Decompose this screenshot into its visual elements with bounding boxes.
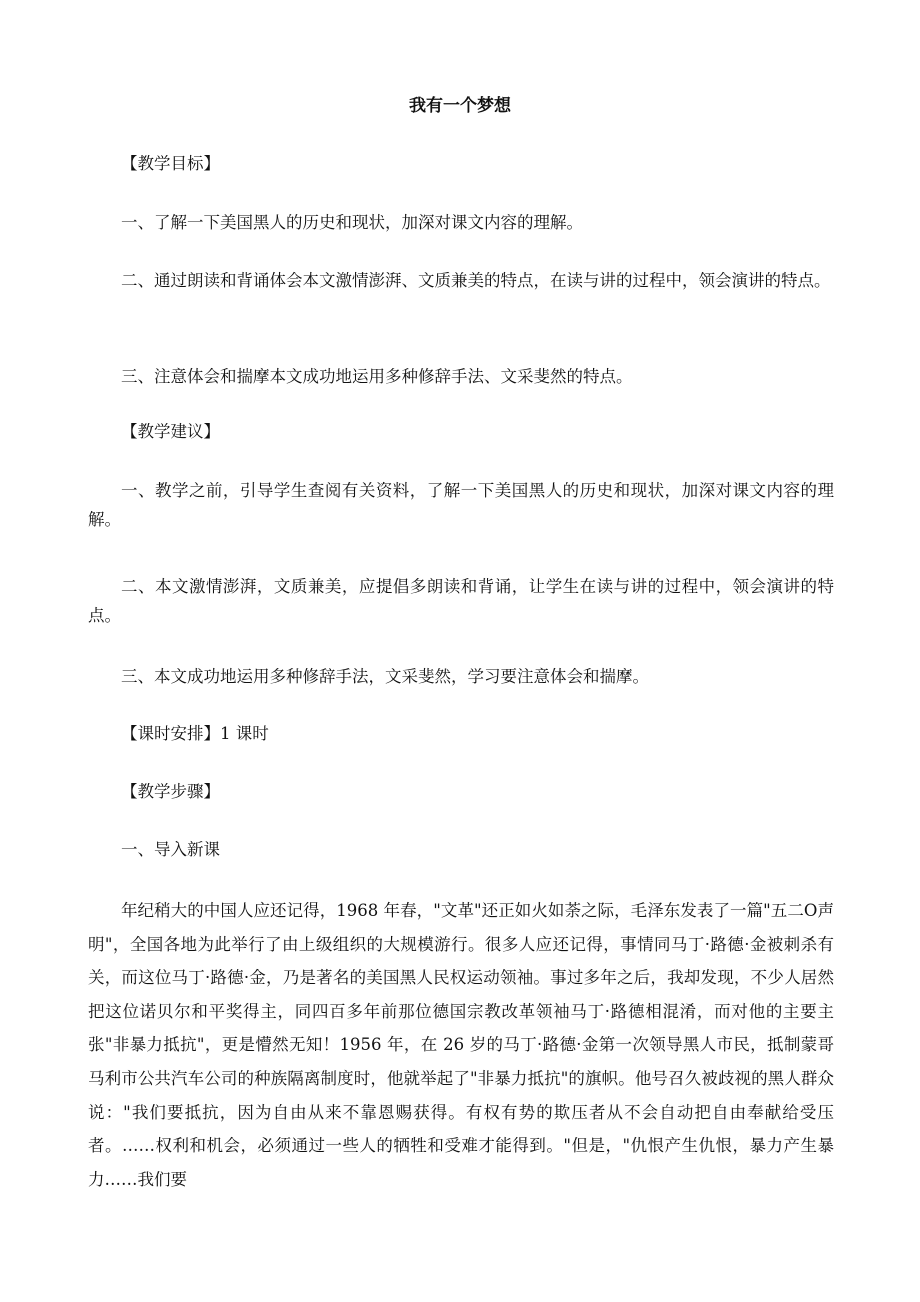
advice-heading: 【教学建议】 [121, 422, 220, 441]
steps-heading: 【教学步骤】 [121, 782, 220, 801]
step1-body-paragraph: 年纪稍大的中国人应还记得，1968 年春，"文革"还正如火如荼之际，毛泽东发表了一篇"五二O声明"，全国各地为此举行了由上级组织的大规模游行。很多人应还记得，事情同马丁·路德·金被刺杀有关，而这位马丁·路德·金，乃是著名的美国黑人民权运动领袖。事过多年之后，我却发现，不少人居然把这位诺贝尔和平奖得主，同四百多年前那位德国宗教改革领袖马丁·路德相混淆，而对他的主要主张"非暴力抵抗"，更是懵然无知！1956 年，在 26 岁的马丁·路德·金第一次领导黑人市民，抵制蒙哥马利市公共汽车公司的种族隔离制度时，他就举起了"非暴力抵抗"的旗帜。他号召久被歧视的黑人群众说："我们要抵抗，因为自由从来不靠恩赐获得。有权有势的欺压者从不会自动把自由奉献给受压者。……权利和机会，必须通过一些人的牺牲和受难才能得到。"但是，"仇恨产生仇恨，暴力产生暴力……我们要 [88, 901, 834, 1189]
schedule-line: 【课时安排】1 课时 [121, 724, 269, 743]
goals-heading: 【教学目标】 [121, 154, 220, 173]
advice-item-2: 二、本文激情澎湃，文质兼美，应提倡多朗读和背诵，让学生在读与讲的过程中，领会演讲的特点。 [88, 577, 834, 625]
document-title: 我有一个梦想 [409, 96, 511, 116]
advice-item-3: 三、本文成功地运用多种修辞手法，文采斐然，学习要注意体会和揣摩。 [121, 667, 649, 686]
goal-item-1: 一、了解一下美国黑人的历史和现状，加深对课文内容的理解。 [121, 213, 583, 232]
goal-item-2: 二、通过朗读和背诵体会本文激情澎湃、文质兼美的特点，在读与讲的过程中，领会演讲的特点。 [121, 271, 831, 290]
advice-item-1: 一、教学之前，引导学生查阅有关资料，了解一下美国黑人的历史和现状，加深对课文内容的理解。 [88, 481, 834, 529]
step1-heading: 一、导入新课 [121, 840, 220, 859]
goal-item-3: 三、注意体会和揣摩本文成功地运用多种修辞手法、文采斐然的特点。 [121, 367, 633, 386]
